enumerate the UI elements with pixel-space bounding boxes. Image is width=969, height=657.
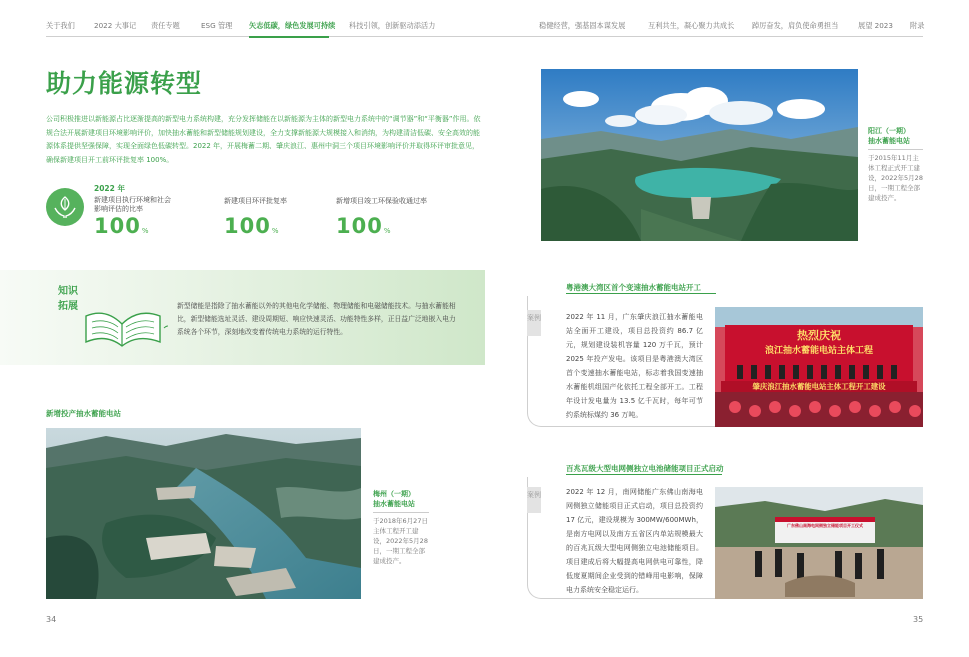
stat-value-assessment: 100% bbox=[94, 214, 150, 238]
page-number-left: 34 bbox=[46, 615, 57, 624]
nav-item-topic[interactable]: 责任专题 bbox=[151, 21, 180, 30]
nav-item-green[interactable]: 矢志低碳，绿色发展可持续 bbox=[249, 21, 336, 30]
section-heading-new-stations: 新增投产抽水蓄能电站 bbox=[46, 409, 121, 418]
nav-item-operation[interactable]: 稳健经营，强基固本谋发展 bbox=[539, 21, 626, 30]
meizhou-station-photo bbox=[46, 428, 361, 599]
stat-label-acceptance: 新增项目竣工环保验收通过率 bbox=[336, 197, 427, 205]
nav-item-mission[interactable]: 踔厉奋发，肩负使命勇担当 bbox=[752, 21, 839, 30]
case2-heading-underline bbox=[566, 474, 722, 475]
meizhou-caption-rule bbox=[373, 512, 429, 513]
top-navigation bbox=[46, 19, 923, 37]
nav-item-esg[interactable]: ESG 管理 bbox=[201, 21, 233, 30]
stat-label-assessment: 新建项目执行环境和社会影响评估的比率 bbox=[94, 196, 171, 213]
langjiang-banner-bottom: 肇庆浪江抽水蓄能电站主体工程开工建设 bbox=[721, 381, 917, 392]
nanhai-banner: 广东佛山南海电网侧独立储能项目开工仪式 bbox=[787, 523, 863, 528]
stat-year: 2022 年 bbox=[94, 184, 125, 193]
nav-item-events[interactable]: 2022 大事记 bbox=[94, 21, 137, 30]
page-title: 助力能源转型 bbox=[46, 69, 203, 98]
meizhou-caption-text: 于2018年6月27日主体工程开工建设，2022年5月28日，一期工程全部建成投产。 bbox=[373, 517, 428, 565]
langjiang-banner-middle: 浪江抽水蓄能电站主体工程 bbox=[764, 346, 873, 356]
case2-tab: 案例 bbox=[527, 487, 541, 513]
knowledge-box bbox=[0, 270, 485, 365]
page-number-right: 35 bbox=[913, 615, 924, 624]
nav-item-mutual[interactable]: 互利共生，凝心聚力共成长 bbox=[648, 21, 735, 30]
langjiang-banner-top: 热烈庆祝 bbox=[797, 329, 841, 342]
nav-item-tech[interactable]: 科技引领，创新驱动添活力 bbox=[349, 21, 436, 30]
yangjiang-caption-rule bbox=[868, 149, 923, 150]
intro-paragraph: 公司积极推进以新能源占比逐渐提高的新型电力系统构建，充分发挥储能在以新能源为主体的新型电力系统中的“调节器”和“平衡器”作用。依规合法开展新建项目环境影响评价，加快抽水蓄能和新型储能规划建设，全力支撑新能源大规模接入和消纳，为构建清洁低碳、安全高效的能源体系提供坚强保障，实现全面绿色低碳转型。2022 年，开展梅蓄二期、肇庆浪江、惠州中洞三个项目环境影响评价并取得环评审批意见，确保新建项目开工前环评批复率 100%。 bbox=[46, 115, 481, 164]
case2-text: 2022 年 12 月，南网储能广东佛山南海电网侧独立储能项目正式启动，项目总投资约 17 亿元，建设规模为 300MW/600MWh，是南方电网以及南方五省区内单站规模最大的百兆瓦级大型电网侧独立电池储能项目。项目建成后将大幅提高电网供电可靠性，降低度夏期间企业受到的错峰用电影响，保障电力系统安全稳定运行。 bbox=[566, 488, 703, 594]
open-book-icon bbox=[78, 296, 168, 352]
case1-tab: 案例 bbox=[527, 310, 541, 336]
knowledge-text: 新型储能是指除了抽水蓄能以外的其他电化学储能、物理储能和电磁储能技术。与抽水蓄能相比，新型储能选址灵活、建设周期短、响应快速灵活、功能特性多样，正日益广泛地嵌入电力系统各个环节，深刻地改变着传统电力系统的运行特性。 bbox=[177, 302, 456, 336]
nanhai-storage-photo bbox=[715, 487, 923, 599]
yangjiang-caption-text: 于2015年11月主体工程正式开工建设，2022年5月28日，一期工程全部建成投产。 bbox=[868, 154, 923, 202]
nav-item-outlook[interactable]: 展望 2023 bbox=[858, 21, 893, 30]
stat-value-approval: 100% bbox=[224, 214, 280, 238]
yangjiang-caption-title: 阳江（一期） 抽水蓄能电站 bbox=[868, 127, 910, 145]
stat-value-acceptance: 100% bbox=[336, 214, 392, 238]
meizhou-caption-title: 梅州（一期） 抽水蓄能电站 bbox=[373, 490, 415, 508]
langjiang-ceremony-photo bbox=[715, 307, 923, 427]
case1-text: 2022 年 11 月，广东肇庆浪江抽水蓄能电站全面开工建设，项目总投资约 86.7 亿元，规划建设装机容量 120 万千瓦，预计 2025 年投产发电。该项目是粤港澳大湾区首个变速抽水蓄能电站，标志着我国变速抽水蓄能机组国产化依托工程全部开工。工程年设计发电量为 13.5 亿千瓦时，每年可节约系统标煤约 36 万吨。 bbox=[566, 313, 703, 419]
knowledge-title: 知识 拓展 bbox=[58, 286, 78, 312]
stat-label-approval: 新建项目环评批复率 bbox=[224, 197, 287, 205]
case1-heading: 粤港澳大湾区首个变速抽水蓄能电站开工 bbox=[566, 283, 701, 292]
nav-item-about[interactable]: 关于我们 bbox=[46, 21, 75, 30]
case2-heading: 百兆瓦级大型电网侧独立电池储能项目正式启动 bbox=[566, 464, 724, 473]
nav-item-appendix[interactable]: 附录 bbox=[910, 21, 925, 30]
yangjiang-station-photo bbox=[541, 69, 858, 241]
nav-active-indicator bbox=[249, 36, 329, 38]
leaf-hands-icon bbox=[46, 188, 84, 226]
case1-heading-underline bbox=[566, 293, 716, 294]
